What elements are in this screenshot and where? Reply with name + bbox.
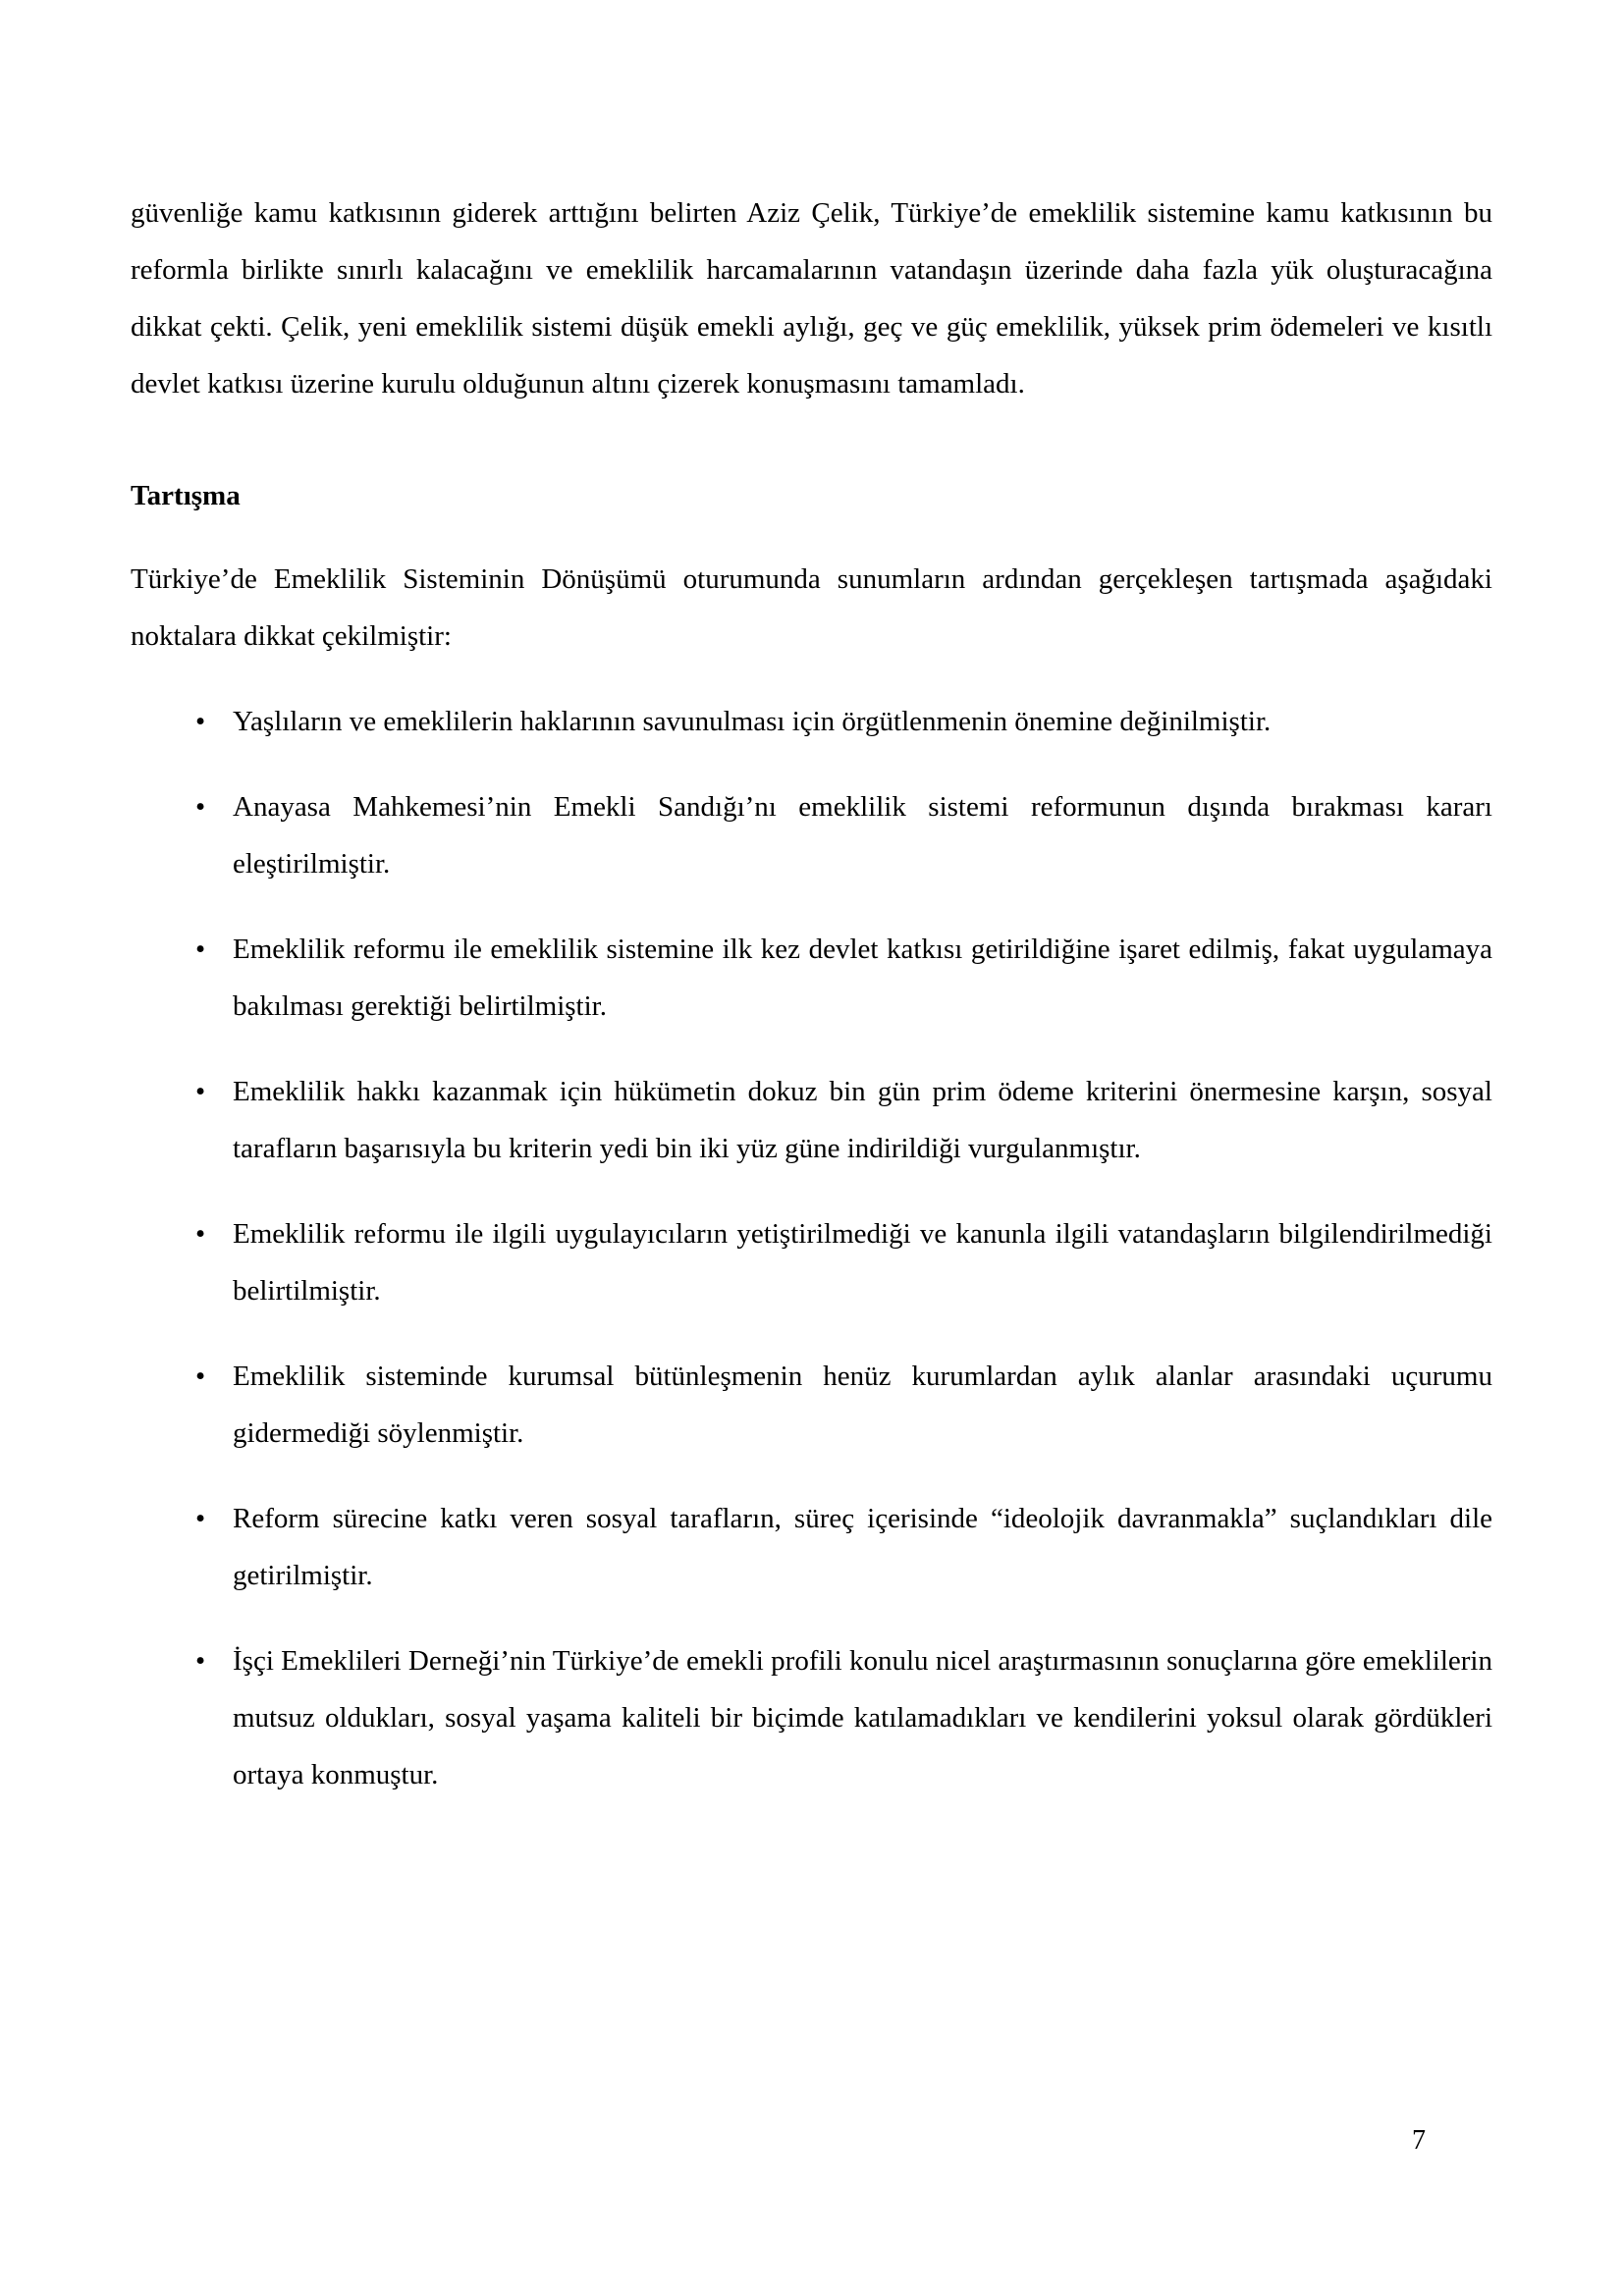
list-item bbox=[131, 778, 1492, 892]
bullet-marker: • bbox=[195, 1361, 206, 1392]
bullet-marker: • bbox=[195, 934, 206, 965]
list-item bbox=[131, 1490, 1492, 1604]
bullet-text: Emeklilik reformu ile ilgili uygulayıcıların yetiştirilmediği ve kanunla ilgili vatandaşların bilgilendirilmediği belirtilmiştir. bbox=[233, 1218, 1492, 1307]
bullet-marker: • bbox=[195, 1218, 206, 1250]
page-number: 7 bbox=[1412, 2125, 1426, 2156]
bullet-marker: • bbox=[195, 706, 206, 737]
bullet-text: Emeklilik reformu ile emeklilik sistemine ilk kez devlet katkısı getirildiğine işaret edilmiş, fakat uygulamaya bakılması gerektiği belirtilmiştir. bbox=[233, 934, 1492, 1022]
list-item bbox=[131, 1348, 1492, 1462]
bullet-marker: • bbox=[195, 791, 206, 823]
list-item bbox=[131, 1063, 1492, 1177]
bullet-marker: • bbox=[195, 1076, 206, 1107]
bullet-text: Reform sürecine katkı veren sosyal tarafların, süreç içerisinde “ideolojik davranmakla” suçlandıkları dile getirilmiştir. bbox=[233, 1503, 1492, 1591]
bullet-text: Emeklilik sisteminde kurumsal bütünleşmenin henüz kurumlardan aylık alanlar arasındaki uçurumu gidermediği söylenmiştir. bbox=[233, 1361, 1492, 1449]
bullet-text: Anayasa Mahkemesi’nin Emekli Sandığı’nı emeklilik sistemi reformunun dışında bırakması kararı eleştirilmiştir. bbox=[233, 791, 1492, 880]
intro-paragraph: güvenliğe kamu katkısının giderek arttığını belirten Aziz Çelik, Türkiye’de emeklilik sistemine kamu katkısının bu reformla birlikte sınırlı kalacağını ve emeklilik harcamalarının vatandaşın üzerinde daha fazla yük oluşturacağına dikkat çekti. Çelik, yeni emeklilik sistemi düşük emekli aylığı, geç ve güç emeklilik, yüksek prim ödemeleri ve kısıtlı devlet katkısı üzerine kurulu olduğunun altını çizerek konuşmasını tamamladı. bbox=[131, 197, 1492, 400]
bullet-text: Emeklilik hakkı kazanmak için hükümetin dokuz bin gün prim ödeme kriterini önermesine karşın, sosyal tarafların başarısıyla bu kriterin yedi bin iki yüz güne indirildiği vurgulanmıştır. bbox=[233, 1076, 1492, 1164]
bullet-text: Yaşlıların ve emeklilerin haklarının savunulması için örgütlenmenin önemine değinilmiştir. bbox=[233, 706, 1272, 737]
discussion-bullet-list bbox=[131, 693, 1492, 1803]
section-lead-paragraph: Türkiye’de Emeklilik Sisteminin Dönüşümü oturumunda sunumların ardından gerçekleşen tartışmada aşağıdaki noktalara dikkat çekilmiştir: bbox=[131, 563, 1492, 652]
section-heading: Tartışma bbox=[131, 480, 241, 511]
bullet-text: İşçi Emeklileri Derneği’nin Türkiye’de emekli profili konulu nicel araştırmasının sonuçlarına göre emeklilerin mutsuz oldukları, sosyal yaşama kaliteli bir biçimde katılamadıkları ve kendilerini yoksul olarak gördükleri ortaya konmuştur. bbox=[233, 1645, 1492, 1790]
list-item bbox=[131, 1205, 1492, 1319]
list-item bbox=[131, 693, 1492, 750]
bullet-marker: • bbox=[195, 1503, 206, 1534]
bullet-marker: • bbox=[195, 1645, 206, 1677]
page-content bbox=[131, 185, 1492, 1803]
list-item bbox=[131, 1632, 1492, 1803]
list-item bbox=[131, 921, 1492, 1035]
